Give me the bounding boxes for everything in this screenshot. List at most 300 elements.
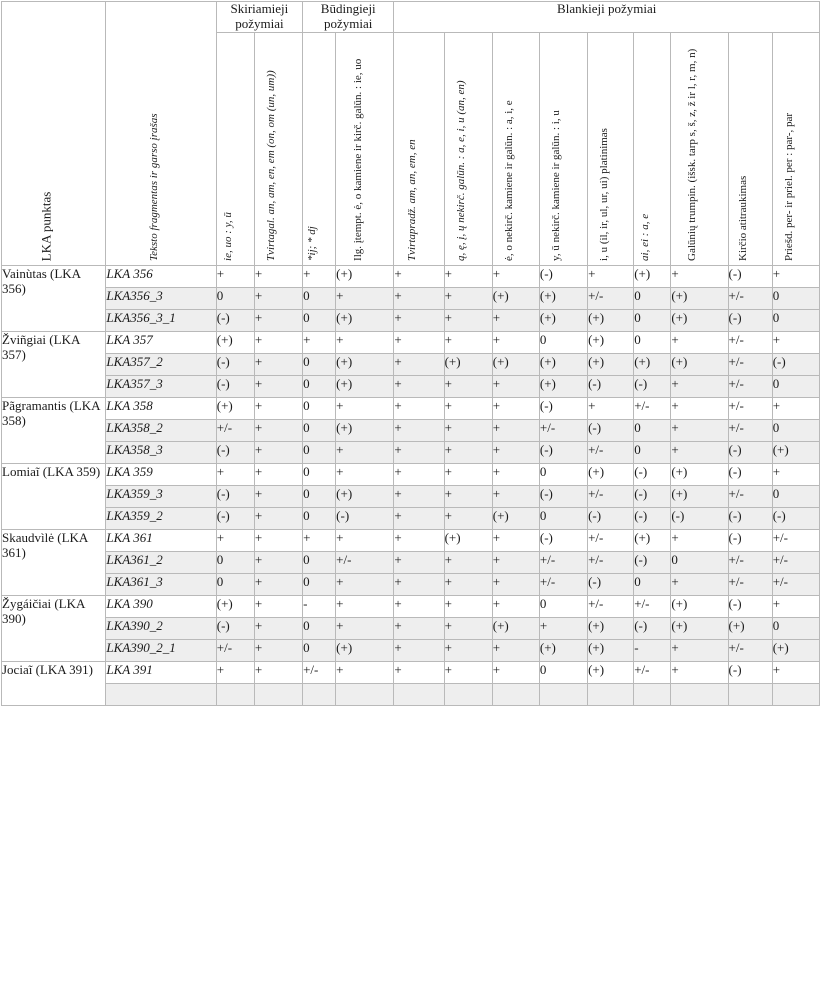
cell-value: + [216,463,254,485]
col-header-c13 [772,32,819,265]
cell-value: +/- [634,397,671,419]
cell-value: + [444,441,492,463]
cell-value: + [394,331,444,353]
cell-value: +/- [634,661,671,683]
cell-value: + [492,265,539,287]
cell-value: + [216,661,254,683]
cell-value: (-) [539,485,587,507]
cell-value: 0 [539,595,587,617]
cell-value: +/- [216,639,254,661]
cell-value: + [254,397,302,419]
cell-place: Žygáičiai (LKA 390) [2,595,106,661]
col-header-c7 [492,32,539,265]
cell-value: + [254,617,302,639]
cell-value: 0 [303,419,336,441]
cell-value: + [772,463,819,485]
cell-place: Vainùtas (LKA 356) [2,265,106,331]
col-header-c7-label: ė, o nekirč. kamiene ir galūn. : a, i, e [502,100,515,261]
row-header-fragment-label: Teksto fragmentas ir garso įrašas [148,113,161,261]
cell-value: + [394,309,444,331]
cell-value: (+) [671,287,728,309]
cell-value: 0 [303,485,336,507]
cell-value [216,683,254,705]
cell-value: 0 [303,573,336,595]
cell-value: (-) [728,595,772,617]
col-header-c5 [394,32,444,265]
col-header-c11-label: Galūnių trumpin. (išsk. tarp s, š, z, ž ir l, r, m, n) [686,48,699,261]
cell-value: (+) [492,507,539,529]
cell-value: (-) [216,309,254,331]
cell-value: (-) [728,507,772,529]
cell-value: + [254,529,302,551]
cell-value: + [444,617,492,639]
cell-value: (-) [336,507,394,529]
cell-value: (-) [216,617,254,639]
cell-value: + [254,309,302,331]
cell-value: + [492,573,539,595]
cell-value: (+) [539,309,587,331]
cell-value: (+) [216,595,254,617]
cell-value: + [254,573,302,595]
cell-value: (-) [634,463,671,485]
col-header-c3 [303,32,336,265]
cell-value: + [216,265,254,287]
group-header-skiriamieji: Skiriamieji požymiai [216,2,302,33]
cell-value: + [394,419,444,441]
cell-value: + [492,419,539,441]
cell-value [303,683,336,705]
cell-value: (-) [728,441,772,463]
cell-place: Skaudvìlė (LKA 361) [2,529,106,595]
cell-value: - [303,595,336,617]
cell-value: (-) [634,375,671,397]
cell-value: + [444,375,492,397]
cell-value: +/- [588,441,634,463]
cell-value: (-) [588,507,634,529]
table-row [2,353,820,375]
col-header-c10-label: ai, ei : a, e [639,213,652,261]
cell-value: + [336,397,394,419]
cell-value: +/- [588,287,634,309]
cell-value [444,683,492,705]
cell-fragment: LKA 358 [106,397,216,419]
table-row [2,419,820,441]
cell-value [336,683,394,705]
cell-value: (+) [539,639,587,661]
cell-value: (+) [539,353,587,375]
table-row [2,573,820,595]
col-header-c11 [671,32,728,265]
cell-value: + [444,397,492,419]
cell-place: Lomiaĩ (LKA 359) [2,463,106,529]
cell-value: 0 [634,441,671,463]
cell-value: + [671,529,728,551]
table-row [2,331,820,353]
cell-fragment: LKA 357 [106,331,216,353]
cell-value: + [254,485,302,507]
col-header-c8-label: y, ū nekirč. kamiene ir galūn. : i, u [550,110,563,261]
cell-value: + [444,331,492,353]
cell-value: (-) [588,419,634,441]
cell-value: (-) [216,353,254,375]
cell-value: + [492,529,539,551]
cell-value: +/- [728,287,772,309]
cell-value: + [394,529,444,551]
cell-value: (-) [634,485,671,507]
cell-value: + [772,397,819,419]
cell-value: + [671,419,728,441]
cell-value: 0 [634,419,671,441]
col-header-c4 [336,32,394,265]
cell-value: 0 [772,419,819,441]
group-header-budingieji: Būdingieji požymiai [303,2,394,33]
cell-value: (-) [216,507,254,529]
cell-value: (+) [588,661,634,683]
cell-value: + [336,331,394,353]
cell-value: + [492,639,539,661]
cell-value: + [772,265,819,287]
cell-fragment: LKA356_3 [106,287,216,309]
cell-value: 0 [671,551,728,573]
cell-value: +/- [728,573,772,595]
col-header-c12 [728,32,772,265]
cell-value: + [492,661,539,683]
cell-value [394,683,444,705]
cell-value: + [254,287,302,309]
cell-value: + [394,617,444,639]
cell-value: + [254,419,302,441]
cell-value: +/- [772,551,819,573]
cell-value: (+) [588,353,634,375]
cell-fragment: LKA361_3 [106,573,216,595]
cell-value: 0 [772,617,819,639]
cell-value: 0 [772,485,819,507]
cell-value: 0 [634,287,671,309]
cell-value: + [303,265,336,287]
cell-value: + [444,485,492,507]
cell-value: + [336,287,394,309]
table-row [2,441,820,463]
cell-value: + [772,595,819,617]
cell-value: (+) [671,617,728,639]
cell-value: + [671,573,728,595]
cell-value: + [254,265,302,287]
cell-value: 0 [216,551,254,573]
cell-value: + [394,507,444,529]
cell-value: + [671,265,728,287]
cell-value: + [254,639,302,661]
cell-value: (+) [216,397,254,419]
cell-value: (+) [492,353,539,375]
cell-value: + [394,287,444,309]
cell-value: +/- [539,573,587,595]
cell-value: (+) [336,639,394,661]
cell-value: (-) [728,265,772,287]
cell-value: + [492,595,539,617]
cell-value: +/- [588,551,634,573]
table-row [2,463,820,485]
cell-value: (+) [216,331,254,353]
cell-value: + [336,529,394,551]
cell-value: + [671,639,728,661]
cell-value: + [492,397,539,419]
cell-value: 0 [539,331,587,353]
header-group-row [2,2,820,33]
cell-value: + [254,595,302,617]
cell-value: + [303,331,336,353]
cell-value: + [492,309,539,331]
cell-value: + [444,309,492,331]
cell-value: + [444,639,492,661]
cell-value: (+) [588,617,634,639]
cell-place: Žviñgiai (LKA 357) [2,331,106,397]
cell-value: 0 [772,375,819,397]
col-header-c5-label: Tvirtapradž. am, an, em, en [406,139,418,261]
cell-fragment: LKA 391 [106,661,216,683]
cell-value: + [394,485,444,507]
cell-value: + [336,441,394,463]
cell-value: 0 [303,507,336,529]
cell-value: + [444,573,492,595]
col-header-c6-label: ą, ę, į, ų nekirč. galūn. : a, e, i, u (an, en) [455,80,468,261]
cell-value: 0 [634,331,671,353]
cell-value: (+) [539,287,587,309]
cell-fragment: LKA 359 [106,463,216,485]
cell-value: + [394,397,444,419]
col-header-c8 [539,32,587,265]
cell-value: +/- [772,573,819,595]
cell-value: + [492,331,539,353]
cell-value: (+) [336,353,394,375]
cell-value: (+) [634,529,671,551]
cell-value: 0 [216,287,254,309]
cell-value: 0 [539,661,587,683]
cell-value [671,683,728,705]
cell-value: (+) [772,639,819,661]
cell-value: +/- [539,419,587,441]
cell-value: (-) [216,375,254,397]
cell-value: (-) [216,485,254,507]
cell-value [492,683,539,705]
cell-value: + [336,595,394,617]
cell-value: + [336,661,394,683]
col-header-c2 [254,32,302,265]
group-header-blankieji: Blankieji požymiai [394,2,820,33]
table-row [2,397,820,419]
table-row [2,529,820,551]
cell-value: 0 [303,397,336,419]
cell-value: (+) [588,639,634,661]
cell-value: (-) [728,463,772,485]
cell-value: +/- [303,661,336,683]
cell-value: 0 [634,309,671,331]
cell-value [728,683,772,705]
cell-value: + [492,375,539,397]
cell-value: 0 [216,573,254,595]
cell-value: + [394,661,444,683]
table-row [2,265,820,287]
cell-value: + [492,485,539,507]
cell-fragment: LKA357_3 [106,375,216,397]
cell-place: Jociaĩ (LKA 391) [2,661,106,705]
table-row [2,375,820,397]
cell-value: (-) [539,397,587,419]
cell-value: +/- [728,639,772,661]
table-row [2,507,820,529]
cell-value: (+) [588,309,634,331]
cell-value: (-) [772,353,819,375]
cell-place: Pãgramantis (LKA 358) [2,397,106,463]
cell-fragment: LKA358_3 [106,441,216,463]
cell-value: (-) [728,529,772,551]
cell-value: + [671,661,728,683]
cell-value: +/- [728,397,772,419]
cell-value: 0 [634,573,671,595]
cell-value [772,683,819,705]
cell-value: + [444,595,492,617]
cell-value: 0 [772,287,819,309]
cell-value: + [394,595,444,617]
cell-value [588,683,634,705]
cell-fragment: LKA 356 [106,265,216,287]
cell-value: - [634,639,671,661]
cell-value: +/- [728,419,772,441]
cell-value: + [492,551,539,573]
cell-value: (-) [216,441,254,463]
cell-value: (-) [634,617,671,639]
cell-value: (+) [671,485,728,507]
cell-value: +/- [216,419,254,441]
cell-value: + [254,551,302,573]
cell-value: + [254,331,302,353]
cell-value: +/- [539,551,587,573]
cell-value: 0 [303,639,336,661]
cell-value: (+) [634,353,671,375]
cell-value: (+) [772,441,819,463]
cell-value: + [444,507,492,529]
cell-fragment [106,683,216,705]
cell-value: 0 [539,463,587,485]
cell-value: 0 [303,463,336,485]
col-header-c6 [444,32,492,265]
cell-value: 0 [303,441,336,463]
cell-value: + [772,331,819,353]
cell-value: 0 [303,287,336,309]
cell-value: 0 [303,551,336,573]
row-header-lka-punktas-label: LKA punktas [38,191,54,261]
table-sheet [0,1,821,992]
cell-value: +/- [728,331,772,353]
cell-value: + [588,397,634,419]
cell-value: (-) [634,507,671,529]
cell-value: 0 [303,375,336,397]
col-header-c3-label: *ij; * dj [306,226,319,261]
cell-value: + [444,661,492,683]
cell-value: (+) [336,265,394,287]
cell-value: + [444,419,492,441]
cell-value: (+) [588,463,634,485]
cell-value: (-) [588,375,634,397]
cell-value: (-) [634,551,671,573]
cell-value: 0 [539,507,587,529]
cell-value: (+) [671,309,728,331]
cell-value: + [394,639,444,661]
table-row [2,617,820,639]
cell-fragment: LKA 390 [106,595,216,617]
col-header-c2-label: Tvirtagal. an, am, en, em (on, om (un, um)) [265,70,278,261]
cell-value: + [671,397,728,419]
cell-value: (+) [671,595,728,617]
cell-value: + [444,265,492,287]
cell-value: + [671,441,728,463]
cell-fragment: LKA359_2 [106,507,216,529]
col-header-c10 [634,32,671,265]
cell-value: + [539,617,587,639]
cell-value: + [336,617,394,639]
cell-value: (+) [671,353,728,375]
cell-value: + [492,441,539,463]
table-row [2,309,820,331]
cell-value: (+) [492,617,539,639]
cell-fragment: LKA390_2 [106,617,216,639]
col-header-c9 [588,32,634,265]
table-row [2,683,820,705]
cell-value: (+) [444,529,492,551]
cell-value: (+) [444,353,492,375]
cell-value: + [444,287,492,309]
col-header-c12-label: Kirčio atitraukimas [737,175,750,261]
cell-value: + [492,463,539,485]
cell-value: (+) [728,617,772,639]
cell-value: + [394,573,444,595]
table-row [2,595,820,617]
cell-fragment: LKA 361 [106,529,216,551]
cell-value: (+) [588,331,634,353]
table-row [2,639,820,661]
cell-value: (+) [336,375,394,397]
cell-value: +/- [588,485,634,507]
cell-value: + [254,375,302,397]
cell-value: + [671,331,728,353]
row-header-lka-punktas [2,2,106,266]
cell-value [634,683,671,705]
cell-value: (-) [539,529,587,551]
cell-value: + [394,353,444,375]
col-header-c13-label: Priešd. per- ir priel. per : par-, par [782,112,795,261]
cell-value: +/- [336,551,394,573]
cell-value: (-) [671,507,728,529]
cell-value: +/- [728,551,772,573]
cell-value: (-) [539,441,587,463]
cell-value: (+) [492,287,539,309]
table-row [2,551,820,573]
cell-value: (+) [336,419,394,441]
cell-value: + [444,463,492,485]
cell-value: (-) [728,309,772,331]
cell-value: + [303,529,336,551]
cell-value: (+) [671,463,728,485]
table-row [2,485,820,507]
cell-fragment: LKA359_3 [106,485,216,507]
cell-value: + [254,661,302,683]
cell-value: + [444,551,492,573]
cell-value: 0 [772,309,819,331]
comparison-table [1,1,820,706]
cell-value: + [394,551,444,573]
col-header-c1-label: ie, uo : y, ū [222,211,235,261]
cell-fragment: LKA357_2 [106,353,216,375]
cell-value: + [772,661,819,683]
